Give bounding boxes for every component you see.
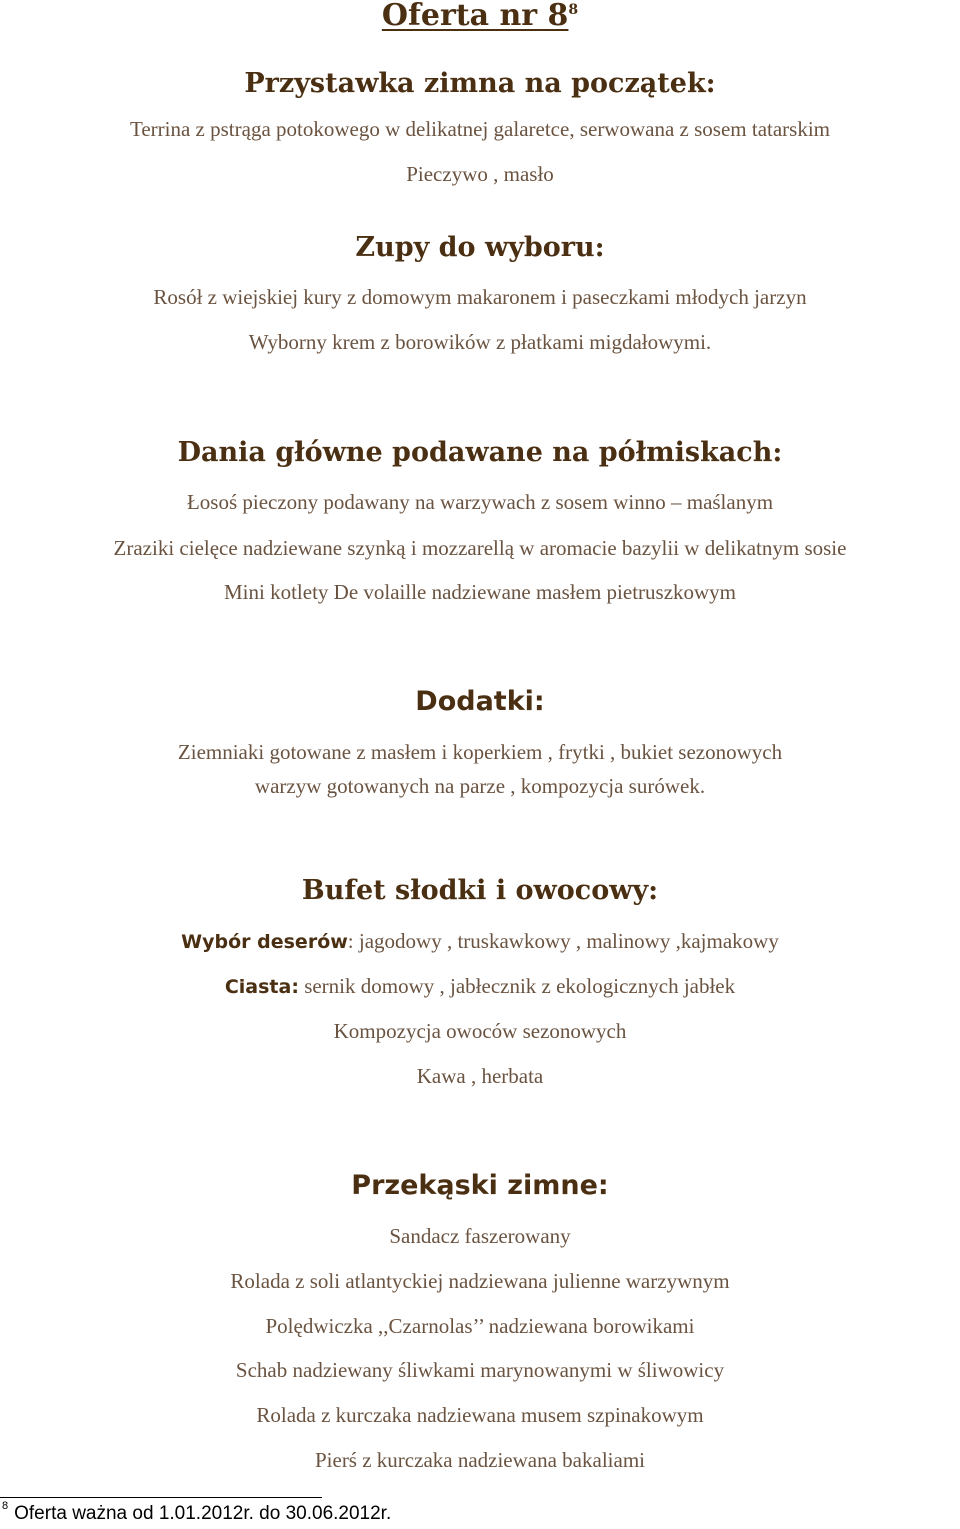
cold-snack-item: Rolada z soli atlantyckiej nadziewana julienne warzywnym	[230, 1269, 730, 1293]
heading-cold-snacks: Przekąski zimne:	[351, 1170, 609, 1201]
desserts-text: : jagodowy , truskawkowy , malinowy ,kajmakowy	[347, 929, 779, 953]
cold-snack-item: Schab nadziewany śliwkami marynowanymi w śliwowicy	[235, 1358, 725, 1382]
sides-line: Ziemniaki gotowane z masłem i koperkiem , frytki , bukiet sezonowych	[177, 740, 783, 764]
footnote	[2, 1500, 392, 1525]
main-item: Mini kotlety De volaille nadziewane masłem pietruszkowym	[223, 580, 737, 604]
cakes-label: Ciasta:	[224, 976, 299, 998]
starter-item: Terrina z pstrąga potokowego w delikatnej galaretce, serwowana z sosem tatarskim	[129, 117, 830, 141]
buffet-item: Kawa , herbata	[416, 1064, 544, 1088]
heading-sides: Dodatki:	[415, 686, 545, 717]
desserts-line	[0, 929, 960, 954]
main-item: Zraziki cielęce nadziewane szynką i mozzarellą w aromacie bazylii w delikatnym sosie	[113, 536, 847, 560]
footnote-number: 8	[2, 1500, 9, 1512]
cakes-line	[0, 974, 960, 999]
cold-snack-item: Polędwiczka ,,Czarnolas’’ nadziewana borowikami	[265, 1314, 695, 1338]
cold-snack-item: Sandacz faszerowany	[389, 1224, 571, 1248]
footnote-reference: 8	[568, 2, 579, 18]
sides-line: warzyw gotowanych na parze , kompozycja surówek.	[254, 774, 706, 798]
cold-snack-item: Rolada z kurczaka nadziewana musem szpinakowym	[256, 1403, 704, 1427]
starter-item: Pieczywo , masło	[406, 162, 554, 186]
heading-mains: Dania główne podawane na półmiskach:	[177, 437, 783, 468]
page-title: Oferta nr $8^8$	[381, 0, 579, 33]
heading-soups: Zupy do wyboru:	[355, 232, 605, 263]
footnote-text: Oferta ważna od 1.01.2012r. do 30.06.2012r.	[14, 1503, 392, 1524]
cold-snack-item: Pierś z kurczaka nadziewana bakaliami	[314, 1448, 645, 1472]
heading-buffet: Bufet słodki i owocowy:	[301, 875, 659, 906]
heading-starter: Przystawka zimna na początek:	[244, 68, 716, 99]
desserts-label: Wybór deserów	[181, 931, 348, 953]
soup-item: Rosół z wiejskiej kury z domowym makaronem i paseczkami młodych jarzyn	[153, 285, 807, 309]
cakes-text: sernik domowy , jabłecznik z ekologicznych jabłek	[298, 974, 736, 998]
footnote-divider	[0, 1497, 322, 1498]
main-item: Łosoś pieczony podawany na warzywach z sosem winno – maślanym	[186, 490, 774, 514]
soup-item: Wyborny krem z borowików z płatkami migdałowymi.	[248, 330, 712, 354]
buffet-item: Kompozycja owoców sezonowych	[333, 1019, 627, 1043]
